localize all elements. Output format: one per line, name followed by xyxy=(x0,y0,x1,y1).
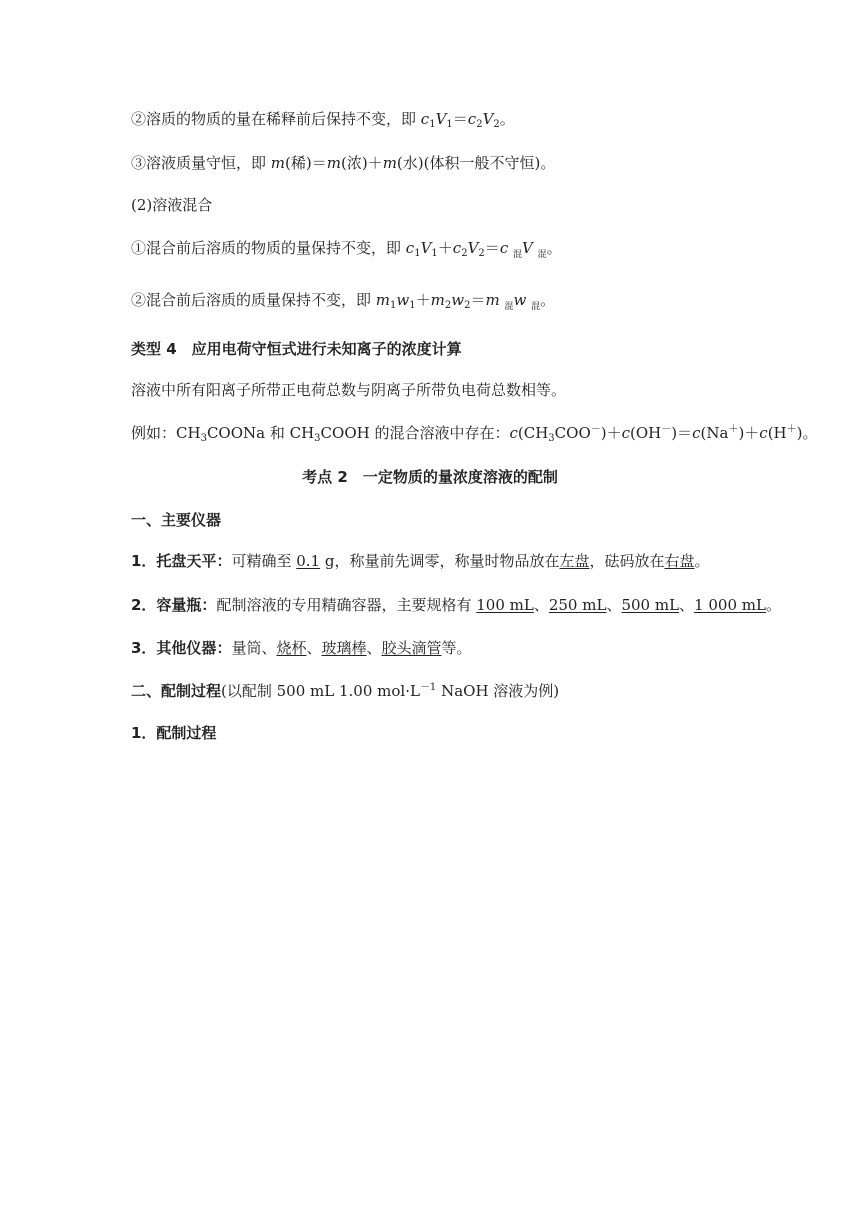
balance-line: 1．托盘天平：可精确至 0.1 g，称量前先调零，称量时物品放在左盘，砝码放在右盘。 xyxy=(131,552,710,570)
type4-text: 溶液中所有阳离子所带正电荷总数与阴离子所带负电荷总数相等。 xyxy=(131,381,567,399)
mixing-item-2: ②混合前后溶质的质量保持不变，即 $m_1w_1+m_2w_2=m$ $_混$w $_混$。 xyxy=(131,291,556,312)
process-subheading: 1．配制过程 xyxy=(131,724,217,742)
dilution-item-3: ③溶液质量守恒，即 m(稀)＝m(浓)＋m(水)(体积一般不守恒)。 xyxy=(131,154,556,172)
type4-heading: 类型 4 应用电荷守恒式进行未知离子的浓度计算 xyxy=(131,340,462,358)
instruments-heading: 一、主要仪器 xyxy=(131,511,222,529)
process-heading: 二、配制过程(以配制 500 mL 1.00 $mol\cdot L^{-1}$ NaOH 溶液为例) xyxy=(131,682,560,700)
other-instruments-line: 3．其他仪器：量筒、烧杯、玻璃棒、胶头滴管等。 xyxy=(131,639,472,657)
flask-line: 2．容量瓶：配制溶液的专用精确容器，主要规格有 100 mL、250 mL、500 mL、1 000 mL。 xyxy=(131,596,781,614)
section2-title: 考点 2 一定物质的量浓度溶液的配制 xyxy=(302,468,558,486)
dilution-item-2: ②溶质的物质的量在稀释前后保持不变，即 $c_1V_1=c_2V_2$。 xyxy=(131,110,515,130)
mixing-item-1: ①混合前后溶质的物质的量保持不变，即 $c_1V_1+c_2V_2=c$ $_混$V $_混$。 xyxy=(131,239,562,260)
mixing-heading: (2)溶液混合 xyxy=(131,196,213,214)
type4-example: 例如：$CH_3COONa$ 和 $CH_3COOH$ 的混合溶液中存在：$c(CH_3COO^-)+c(OH^-)=c(Na^+)+c(H^+)$。 xyxy=(131,424,818,444)
